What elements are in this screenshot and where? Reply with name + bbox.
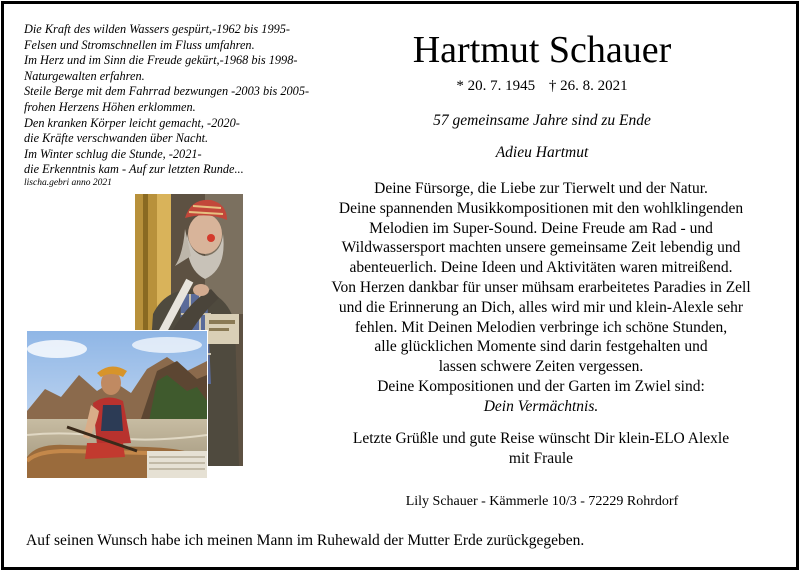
- poem-line: frohen Herzens Höhen erklommen.: [24, 99, 196, 114]
- deceased-name: Hartmut Schauer: [412, 29, 672, 71]
- poem-line: Die Kraft des wilden Wassers gespürt,-1962 bis 1995-: [24, 22, 290, 36]
- rafting-photo: [26, 330, 208, 479]
- tribute-line: Deine spannenden Musikkompositionen mit den wohlklingenden: [338, 199, 744, 217]
- tribute-line: Wildwassersport machten unsere gemeinsame Zeit lebendig und: [341, 239, 741, 257]
- birth-date: * 20. 7. 1945: [456, 78, 536, 94]
- tribute-line: Von Herzen dankbar für unser mühsam erarbeitetes Paradies in Zell: [331, 278, 751, 296]
- poem-line: die Erkenntnis kam - Auf zur letzten Runde...: [24, 162, 244, 177]
- adieu-line: Adieu Hartmut: [495, 144, 589, 161]
- poem-line: Naturgewalten erfahren.: [24, 68, 145, 83]
- greeting-line: Letzte Grüßle und gute Reise wünscht Dir klein-ELO Alexle: [352, 430, 730, 447]
- tribute-line: fehlen. Mit Deinen Melodien verbringe ich schöne Stunden,: [354, 318, 728, 336]
- life-dates: [356, 76, 728, 96]
- mourner-address: Lily Schauer - Kämmerle 10/3 - 72229 Rohrdorf: [405, 494, 679, 509]
- poem-line: Im Herz und im Sinn die Freude gekürt,-1968 bis 1998-: [24, 53, 298, 68]
- poem-line: Steile Berge mit dem Fahrrad bezwungen -2003 bis 2005-: [24, 84, 310, 99]
- poem-line: die Kräfte verschwanden über Nacht.: [24, 131, 209, 146]
- tribute-line: Deine Kompositionen und der Garten im Zwiel sind:: [377, 377, 705, 395]
- tribute-line: Melodien im Super-Sound. Deine Freude am Rad - und: [369, 219, 713, 237]
- tribute-line: abenteuerlich. Deine Ideen und Aktivitäten waren mitreißend.: [349, 259, 733, 277]
- burial-note: Auf seinen Wunsch habe ich meinen Mann im Ruhewald der Mutter Erde zurückgegeben.: [26, 532, 585, 549]
- greeting-line: mit Fraule: [508, 450, 574, 467]
- tribute-line: und die Erinnerung an Dich, alles wird mir und klein-Alexle sehr: [338, 298, 744, 316]
- together-line: 57 gemeinsame Jahre sind zu Ende: [433, 112, 651, 129]
- obituary-frame: [1, 1, 799, 570]
- tribute-line: lassen schwere Zeiten vergessen.: [438, 358, 644, 376]
- poem: [24, 22, 354, 189]
- tribute-text: [296, 179, 786, 417]
- death-date: † 26. 8. 2021: [548, 78, 628, 94]
- poem-line: Im Winter schlug die Stunde, -2021-: [24, 146, 202, 161]
- tribute-line: Deine Fürsorge, die Liebe zur Tierwelt und der Natur.: [374, 180, 708, 197]
- farewell-greeting: [296, 429, 786, 469]
- poem-signature: lischa.gebri anno 2021: [24, 177, 112, 188]
- legacy-line: Dein Vermächtnis.: [483, 397, 599, 415]
- poem-line: Felsen und Stromschnellen im Fluss umfahren.: [24, 37, 255, 52]
- poem-line: Den kranken Körper leicht gemacht, -2020-: [24, 115, 240, 130]
- tribute-line: alle glücklichen Momente sind darin festgehalten und: [374, 338, 708, 356]
